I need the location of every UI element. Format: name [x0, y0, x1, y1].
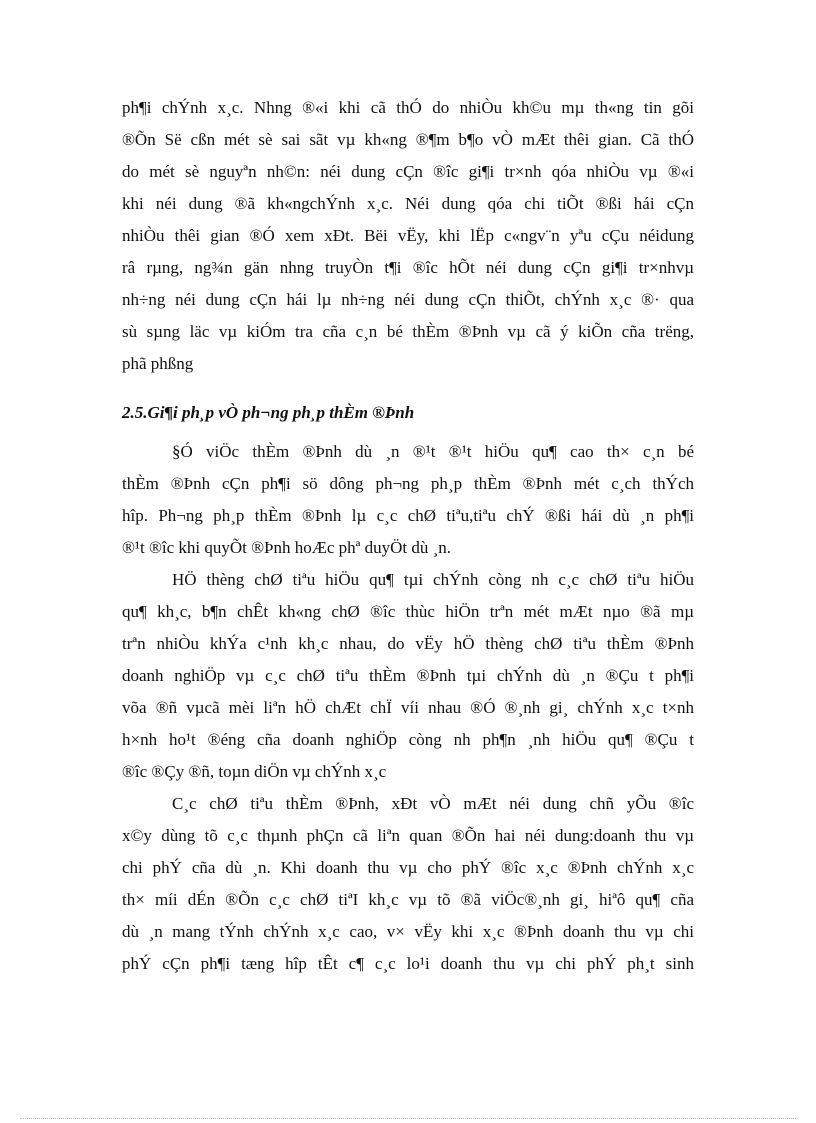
text-line: nhiÒu thêi gian ®Ó xem xÐt. Bëi vËy, khi lËp c«ngv¨n yªu cÇu néidung: [122, 226, 694, 245]
text-line: võa ®ñ vµcã mèi liªn hÖ chÆt chÏ víi nhau ®Ó ®¸nh gi¸ chÝnh x¸c t×nh: [122, 698, 694, 717]
text-line: nh÷ng néi dung cÇn hái lµ nh÷ng néi dung cÇn thiÕt, chÝnh x¸c ®· qua: [122, 290, 694, 309]
text-line: HÖ thèng chØ tiªu hiÖu qu¶ tµi chÝnh còng nh c¸c chØ tiªu hiÖu: [172, 570, 694, 589]
text-line: th× míi dÉn ®Õn c¸c chØ tiªI kh¸c vµ tõ ®ã viÖc®¸nh gi¸ hiªô qu¶ cña: [122, 890, 694, 909]
paragraph-1: [122, 92, 694, 380]
text-line: ®Õn Së cßn mét sè sai sãt vµ kh«ng ®¶m b¶o vÒ mÆt thêi gian. Cã thÓ: [122, 130, 694, 149]
text-line: ®îc ®Çy ®ñ, toµn diÖn vµ chÝnh x¸c: [122, 762, 387, 781]
paragraph-3: [122, 564, 694, 788]
paragraph-4: [122, 788, 694, 980]
text-line: phÝ cÇn ph¶i tæng hîp tÊt c¶ c¸c lo¹i doanh thu vµ chi phÝ ph¸t sinh: [122, 954, 694, 973]
text-line: §Ó viÖc thÈm ®Þnh dù ¸n ®¹t ®¹t hiÖu qu¶ cao th× c¸n bé: [172, 442, 694, 461]
text-line: sù sµng läc vµ kiÓm tra cña c¸n bé thÈm ®Þnh vµ cã ý kiÕn cña trëng,: [122, 322, 694, 341]
text-line: trªn nhiÒu khÝa c¹nh kh¸c nhau, do vËy hÖ thèng chØ tiªu thÈm ®Þnh: [122, 634, 694, 653]
paragraph-2: [122, 436, 694, 564]
text-line: ®¹t ®îc khi quyÕt ®Þnh hoÆc phª duyÖt dù ¸n.: [122, 538, 452, 557]
text-line: hîp. Ph¬ng ph¸p thÈm ®Þnh lµ c¸c chØ tiªu,tiªu chÝ ®ßi hái dù ¸n ph¶i: [122, 506, 694, 525]
text-line: phã phßng: [122, 354, 194, 373]
text-line: x©y dùng tõ c¸c thµnh phÇn cã liªn quan ®Õn hai néi dung:doanh thu vµ: [122, 826, 694, 845]
text-line: ph¶i chÝnh x¸c. Nhng ®«i khi cã thÓ do nhiÒu kh©u mµ th«ng tin gõi: [122, 98, 694, 117]
text-line: h×nh ho¹t ®éng cña doanh nghiÖp còng nh ph¶n ¸nh hiÖu qu¶ ®Çu t: [122, 730, 694, 749]
text-line: khi néi dung ®ã kh«ngchÝnh x¸c. Néi dung qóa chi tiÕt ®ßi hái cÇn: [122, 194, 694, 213]
text-line: qu¶ kh¸c, b¶n chÊt kh«ng chØ ®îc thùc hiÖn trªn mét mÆt nµo ®ã mµ: [122, 602, 694, 621]
text-line: dù ¸n mang tÝnh chÝnh x¸c cao, v× vËy khi x¸c ®Þnh doanh thu vµ chi: [122, 922, 694, 941]
text-line: do mét sè nguyªn nh©n: néi dung cÇn ®îc gi¶i tr×nh qóa nhiÒu vµ ®«i: [122, 162, 694, 181]
text-line: doanh nghiÖp vµ c¸c chØ tiªu thÈm ®Þnh tµi chÝnh dù ¸n ®Çu t ph¶i: [122, 666, 694, 685]
page-bottom-rule: [20, 1118, 796, 1119]
text-line: thÈm ®Þnh cÇn ph¶i sö dông ph¬ng ph¸p thÈm ®Þnh mét c¸ch thÝch: [122, 474, 694, 493]
text-line: chi phÝ cña dù ¸n. Khi doanh thu vµ cho phÝ ®îc x¸c ®Þnh chÝnh x¸c: [122, 858, 694, 877]
text-line: C¸c chØ tiªu thÈm ®Þnh, xÐt vÒ mÆt néi dung chñ yÕu ®îc: [172, 794, 694, 813]
section-heading: 2.5.Gi¶i ph¸p vÒ ph¬ng ph¸p thÈm ®Þnh: [122, 403, 415, 422]
text-line: râ rµng, ng¾n gän nhng truyÒn t¶i ®îc hÕt néi dung cÇn gi¶i tr×nhvµ: [122, 258, 694, 277]
